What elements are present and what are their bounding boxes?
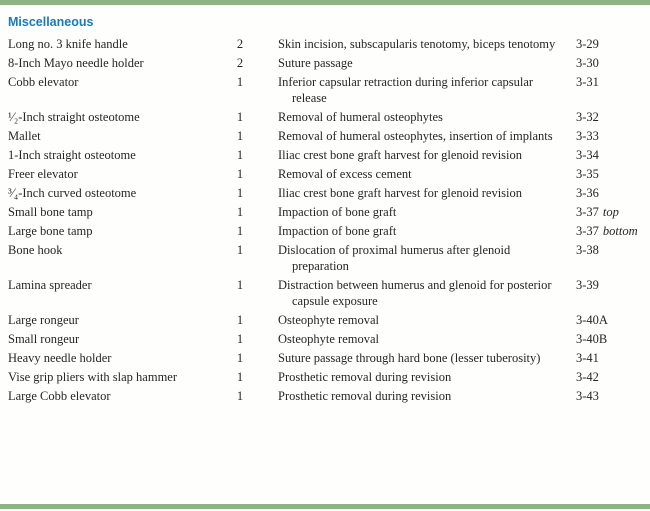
instrument-name: Large Cobb elevator xyxy=(8,388,111,403)
instrument-cell xyxy=(0,126,222,145)
purpose-cell xyxy=(258,72,570,107)
instrument-name: 1-Inch straight osteotome xyxy=(8,147,136,162)
quantity-value: 1 xyxy=(236,185,244,200)
table-row xyxy=(0,53,650,72)
quantity-cell xyxy=(222,275,258,310)
figure-cell xyxy=(570,329,650,348)
figure-number: 3-29 xyxy=(576,36,599,51)
figure-cell xyxy=(570,348,650,367)
figure-number: 3-43 xyxy=(576,388,599,403)
instrument-cell xyxy=(0,164,222,183)
quantity-cell xyxy=(222,240,258,275)
instrument-cell xyxy=(0,329,222,348)
table-row xyxy=(0,72,650,107)
instrument-name: ³⁄₄-Inch curved osteotome xyxy=(8,185,137,200)
table-row xyxy=(0,367,650,386)
purpose-text: Removal of humeral osteophytes, insertion of implants xyxy=(278,128,553,143)
instrument-name: Cobb elevator xyxy=(8,74,79,89)
quantity-cell xyxy=(222,53,258,72)
quantity-cell xyxy=(222,126,258,145)
quantity-cell xyxy=(222,386,258,405)
purpose-cell xyxy=(258,183,570,202)
purpose-cell xyxy=(258,310,570,329)
quantity-value: 1 xyxy=(236,388,244,403)
quantity-cell xyxy=(222,107,258,126)
figure-number: 3-39 xyxy=(576,277,599,292)
quantity-value: 2 xyxy=(236,55,244,70)
purpose-text: Impaction of bone graft xyxy=(278,204,397,219)
quantity-value: 1 xyxy=(236,128,244,143)
figure-number: 3-41 xyxy=(576,350,599,365)
instrument-cell xyxy=(0,202,222,221)
figure-cell xyxy=(570,202,650,221)
figure-cell xyxy=(570,164,650,183)
table-row xyxy=(0,221,650,240)
purpose-cell xyxy=(258,34,570,53)
quantity-value: 1 xyxy=(236,166,244,181)
figure-cell xyxy=(570,275,650,310)
purpose-text: Impaction of bone graft xyxy=(278,223,397,238)
figure-number: 3-36 xyxy=(576,185,599,200)
purpose-text: Iliac crest bone graft harvest for glenoid revision xyxy=(278,185,523,200)
figure-number: 3-40B xyxy=(576,331,608,346)
instrument-cell xyxy=(0,107,222,126)
table-row xyxy=(0,183,650,202)
quantity-cell xyxy=(222,72,258,107)
bottom-rule xyxy=(0,504,650,509)
figure-number: 3-35 xyxy=(576,166,599,181)
table-row xyxy=(0,386,650,405)
instrument-name: ¹⁄₂-Inch straight osteotome xyxy=(8,109,140,124)
figure-number: 3-42 xyxy=(576,369,599,384)
quantity-cell xyxy=(222,367,258,386)
instrument-cell xyxy=(0,348,222,367)
quantity-cell xyxy=(222,329,258,348)
figure-number: 3-33 xyxy=(576,128,599,143)
purpose-text: Skin incision, subscapularis tenotomy, biceps tenotomy xyxy=(278,36,556,51)
instrument-cell xyxy=(0,145,222,164)
quantity-cell xyxy=(222,164,258,183)
purpose-cell xyxy=(258,367,570,386)
purpose-cell xyxy=(258,386,570,405)
purpose-text: Removal of excess cement xyxy=(278,166,412,181)
purpose-text: Dislocation of proximal humerus after glenoid preparation xyxy=(278,242,511,273)
purpose-cell xyxy=(258,221,570,240)
instrument-name: Heavy needle holder xyxy=(8,350,112,365)
quantity-value: 1 xyxy=(236,204,244,219)
figure-cell xyxy=(570,367,650,386)
figure-number: 3-32 xyxy=(576,109,599,124)
table-row xyxy=(0,164,650,183)
purpose-text: Prosthetic removal during revision xyxy=(278,388,452,403)
quantity-cell xyxy=(222,221,258,240)
quantity-value: 1 xyxy=(236,350,244,365)
table-body xyxy=(0,34,650,405)
figure-number: 3-34 xyxy=(576,147,599,162)
instrument-name: Large rongeur xyxy=(8,312,79,327)
figure-number: 3-30 xyxy=(576,55,599,70)
instrument-name: Freer elevator xyxy=(8,166,78,181)
quantity-value: 1 xyxy=(236,242,244,257)
quantity-cell xyxy=(222,202,258,221)
instrument-cell xyxy=(0,240,222,275)
purpose-cell xyxy=(258,202,570,221)
purpose-cell xyxy=(258,329,570,348)
purpose-text: Osteophyte removal xyxy=(278,312,380,327)
instrument-name: Mallet xyxy=(8,128,41,143)
figure-cell xyxy=(570,107,650,126)
purpose-text: Inferior capsular retraction during inferior capsular release xyxy=(278,74,534,105)
quantity-value: 1 xyxy=(236,109,244,124)
instrument-name: Small rongeur xyxy=(8,331,80,346)
quantity-value: 1 xyxy=(236,74,244,89)
quantity-value: 1 xyxy=(236,331,244,346)
instrument-cell xyxy=(0,386,222,405)
quantity-value: 1 xyxy=(236,312,244,327)
figure-cell xyxy=(570,72,650,107)
figure-number: 3-37 xyxy=(576,223,599,238)
table-row xyxy=(0,34,650,53)
instrument-name: Small bone tamp xyxy=(8,204,93,219)
purpose-text: Iliac crest bone graft harvest for glenoid revision xyxy=(278,147,523,162)
purpose-cell xyxy=(258,240,570,275)
quantity-value: 1 xyxy=(236,369,244,384)
quantity-value: 1 xyxy=(236,223,244,238)
table-row xyxy=(0,310,650,329)
figure-note: bottom xyxy=(602,223,638,238)
purpose-text: Suture passage through hard bone (lesser tuberosity) xyxy=(278,350,541,365)
quantity-value: 2 xyxy=(236,36,244,51)
section-header-row xyxy=(0,5,650,34)
table-row xyxy=(0,329,650,348)
purpose-text: Removal of humeral osteophytes xyxy=(278,109,443,124)
figure-cell xyxy=(570,310,650,329)
table-row xyxy=(0,126,650,145)
table-row xyxy=(0,275,650,310)
quantity-value: 1 xyxy=(236,147,244,162)
figure-number: 3-38 xyxy=(576,242,599,257)
instrument-cell xyxy=(0,183,222,202)
table-row xyxy=(0,348,650,367)
figure-number: 3-31 xyxy=(576,74,599,89)
table-row xyxy=(0,107,650,126)
quantity-cell xyxy=(222,348,258,367)
figure-cell xyxy=(570,240,650,275)
purpose-cell xyxy=(258,53,570,72)
instrument-cell xyxy=(0,72,222,107)
instrument-cell xyxy=(0,221,222,240)
instrument-name: Long no. 3 knife handle xyxy=(8,36,128,51)
figure-cell xyxy=(570,126,650,145)
instrument-cell xyxy=(0,34,222,53)
instrument-cell xyxy=(0,53,222,72)
figure-number: 3-37 xyxy=(576,204,599,219)
purpose-cell xyxy=(258,275,570,310)
purpose-text: Distraction between humerus and glenoid for posterior capsule exposure xyxy=(278,277,552,308)
figure-cell xyxy=(570,145,650,164)
quantity-value: 1 xyxy=(236,277,244,292)
table-row xyxy=(0,145,650,164)
table-row xyxy=(0,202,650,221)
purpose-cell xyxy=(258,348,570,367)
figure-cell xyxy=(570,221,650,240)
quantity-cell xyxy=(222,310,258,329)
figure-cell xyxy=(570,53,650,72)
purpose-cell xyxy=(258,145,570,164)
instrument-name: Large bone tamp xyxy=(8,223,93,238)
quantity-cell xyxy=(222,183,258,202)
instrument-name: Bone hook xyxy=(8,242,63,257)
figure-note: top xyxy=(602,204,619,219)
instrument-cell xyxy=(0,310,222,329)
purpose-text: Osteophyte removal xyxy=(278,331,380,346)
purpose-text: Prosthetic removal during revision xyxy=(278,369,452,384)
table-row xyxy=(0,240,650,275)
purpose-cell xyxy=(258,107,570,126)
instrument-name: Lamina spreader xyxy=(8,277,92,292)
instrument-cell xyxy=(0,367,222,386)
instrument-name: Vise grip pliers with slap hammer xyxy=(8,369,178,384)
figure-cell xyxy=(570,34,650,53)
purpose-text: Suture passage xyxy=(278,55,353,70)
purpose-cell xyxy=(258,164,570,183)
purpose-cell xyxy=(258,126,570,145)
section-title: Miscellaneous xyxy=(8,15,94,29)
figure-cell xyxy=(570,183,650,202)
quantity-cell xyxy=(222,145,258,164)
figure-cell xyxy=(570,386,650,405)
instrument-name: 8-Inch Mayo needle holder xyxy=(8,55,144,70)
instrument-table xyxy=(0,5,650,405)
instrument-cell xyxy=(0,275,222,310)
quantity-cell xyxy=(222,34,258,53)
figure-number: 3-40A xyxy=(576,312,608,327)
